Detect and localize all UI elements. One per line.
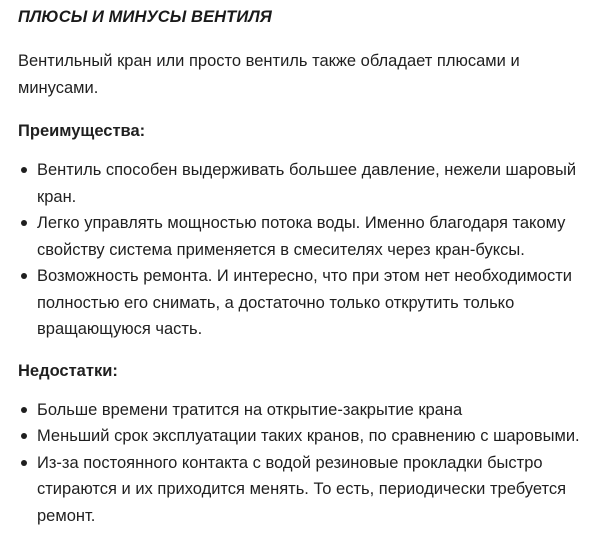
bullet-icon (21, 273, 27, 279)
list-item-text: Меньший срок эксплуатации таких кранов, по сравнению с шаровыми. (37, 427, 580, 445)
disadvantages-list (18, 397, 586, 530)
advantages-title: Преимущества: (18, 122, 146, 140)
bullet-icon (21, 407, 27, 413)
list-item-text: Вентиль способен выдерживать большее давление, нежели шаровый кран. (37, 161, 577, 206)
bullet-icon (21, 460, 27, 466)
list-item-text: Из-за постоянного контакта с водой резиновые прокладки быстро стираются и их приходится менять. То есть, периодически требуется ремонт. (37, 453, 567, 525)
bullet-icon (21, 167, 27, 173)
section-heading: ПЛЮСЫ И МИНУСЫ ВЕНТИЛЯ (18, 8, 272, 26)
list-item-text: Возможность ремонта. И интересно, что при этом нет необходимости полностью его снимать, а достаточно только открутить только вращающуюся часть. (37, 267, 572, 338)
list-item (18, 397, 586, 424)
list-item (18, 263, 586, 343)
list-item (18, 157, 586, 210)
advantages-list (18, 157, 586, 343)
list-item-text: Легко управлять мощностью потока воды. Именно благодаря такому свойству система применяется в смесителях через кран-буксы. (37, 214, 566, 259)
list-item (18, 423, 586, 450)
intro-paragraph: Вентильный кран или просто вентиль также обладает плюсами и минусами. (18, 52, 520, 97)
bullet-icon (21, 433, 27, 439)
disadvantages-title: Недостатки: (18, 361, 118, 380)
list-item (18, 450, 586, 530)
list-item-text: Больше времени тратится на открытие-закрытие крана (37, 400, 463, 419)
bullet-icon (21, 220, 27, 226)
list-item (18, 210, 586, 263)
